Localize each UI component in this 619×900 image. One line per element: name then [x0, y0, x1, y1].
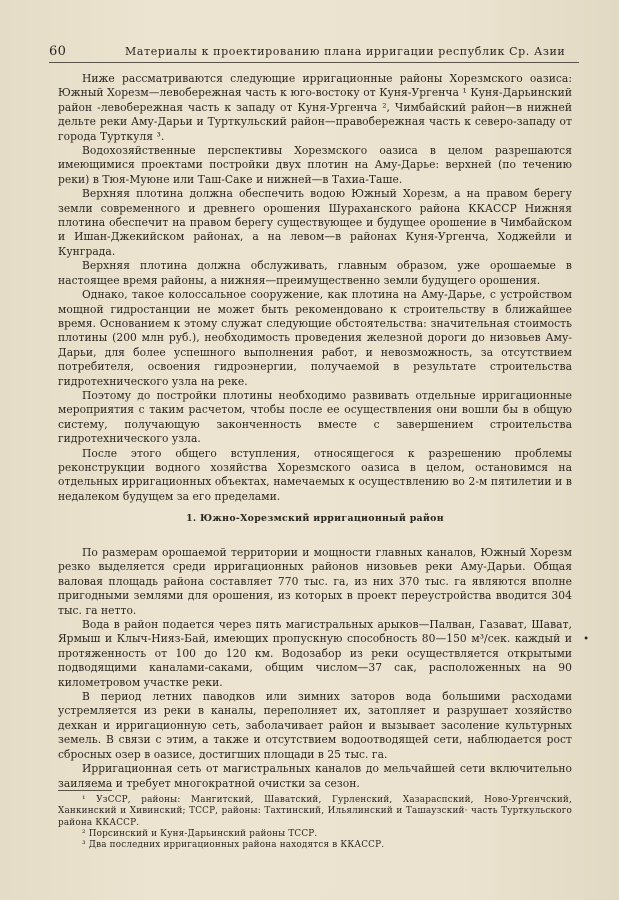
running-title: Материалы к проектированию плана ирригации республик Ср. Азии: [125, 45, 566, 58]
footnote-divider: [58, 790, 112, 791]
paragraph: Ниже рассматриваются следующие ирригационные районы Хорезмского оазиса: Южный Хорезм—левобережная часть к юго-востоку от Куня-Ургенча ¹ Куня-Дарьинский район -левобережная часть к западу от Куня-Ургенча ², Чимбайский район—в нижней дельте реки Аму-Дарьи и Турткульский район—правобережная часть к северо-западу от города Турткуля ³.: [58, 72, 572, 143]
paragraph: После этого общего вступления, относящегося к разрешению проблемы реконструкции водного хозяйства Хорезмского оазиса в целом, остановимся на отдельных ирригационных объектах, намечаемых к осуществлению во 2-м пятилетии и в недалеком будущем за его пределами.: [58, 446, 572, 503]
footnote: ³ Два последних ирригационных района находятся в ККАССР.: [82, 840, 385, 851]
section-heading: 1. Южно-Хорезмский ирригационный район: [186, 513, 444, 524]
paragraph: Ирригационная сеть от магистральных каналов до мельчайшей сети включительно заиляема и требует многократной очистки за сезон.: [58, 762, 572, 790]
paragraph: В период летних паводков или зимних заторов вода большими расходами устремляется из реки в каналы, переполняет их, затопляет и разрушает хозяйство дехкан и ирригационную сеть, заболачивает район и вызывает засоление культурных земель. В связи с этим, а также и отсутствием водоотводящей сети, наблюдается рост сбросных озер в оазисе, достигших площади в 25 тыс. га.: [58, 690, 572, 761]
paragraph: Верхняя плотина должна обеспечить водою Южный Хорезм, а на правом берегу земли современного и древнего орошения Шураханского района ККАССР Нижняя плотина обеспечит на правом берегу существующее и будущее орошение в Чимбайском и Ишан-Джекийском районах, а на левом—в районах Куня-Ургенча, Ходжейли и Кунграда.: [58, 187, 572, 258]
paragraph: Поэтому до постройки плотины необходимо развивать отдельные ирригационные мероприятия с таким расчетом, чтобы после ее осуществления они вошли бы в общую систему, получающую законченность вместе с завершением строительства гидротехнического узла.: [58, 388, 572, 446]
page-number: 60: [49, 44, 67, 59]
margin-mark: •: [583, 634, 589, 645]
paragraph: Вода в район подается через пять магистральных арыков—Палван, Газават, Шават, Ярмыш и Клыч-Нияз-Бай, имеющих пропускную способность 80—150 м³/сек. каждый и протяженность от 100 до 120 км. Водозабор из реки осуществляется открытыми подводящими каналами-саками, общим числом—37 сак, расположенных на 90 километровом участке реки.: [58, 618, 572, 689]
footnote: ² Порсинский и Куня-Дарьинский районы ТССР.: [82, 828, 318, 839]
footnotes: [58, 795, 572, 851]
paragraph: Верхняя плотина должна обслуживать, главным образом, уже орошаемые в настоящее время районы, а нижняя—преимущественно земли будущего орошения.: [58, 259, 572, 287]
section-text: [58, 546, 572, 791]
page-header: [49, 44, 579, 63]
intro-text: [58, 72, 572, 504]
paragraph: Однако, такое колоссальное сооружение, как плотина на Аму-Дарье, с устройством мощной гидростанции не может быть рекомендовано к строительству в ближайшее время. Основанием к этому служат следующие обстоятельства: значительная стоимость плотины (200 млн руб.), необходимость проведения железной дороги до низовьев Аму-Дарьи, для более успешного выполнения работ, и невозможность, за отсутствием потребителя, освоения гидроэнергии, получаемой в результате строительства гидротехнического узла на реке.: [58, 288, 572, 388]
footnote: ¹ УзССР, районы: Мангитский, Шаватский, Гурленский, Хазараспский, Ново-Ургенчский, Ханкинский и Хивинский; ТССР, районы: Тахтинский, Ильялинский и Ташаузский· часть Турткульского района ККАССР.: [58, 795, 572, 828]
paragraph: По размерам орошаемой территории и мощности главных каналов, Южный Хорезм резко выделяется среди ирригационных районов низовьев реки Аму-Дарьи. Общая валовая площадь района составляет 770 тыс. га, из них 370 тыс. га являются вполне пригодными землями для орошения, из которых в проект переустройства вводится 304 тыс. га нетто.: [58, 546, 572, 617]
paragraph: Водохозяйственные перспективы Хорезмского оазиса в целом разрешаются имеющимися проектами постройки двух плотин на Аму-Дарье: верхней (по течению реки) в Тюя-Муюне или Таш-Саке и нижней—в Тахиа-Таше.: [58, 144, 572, 186]
